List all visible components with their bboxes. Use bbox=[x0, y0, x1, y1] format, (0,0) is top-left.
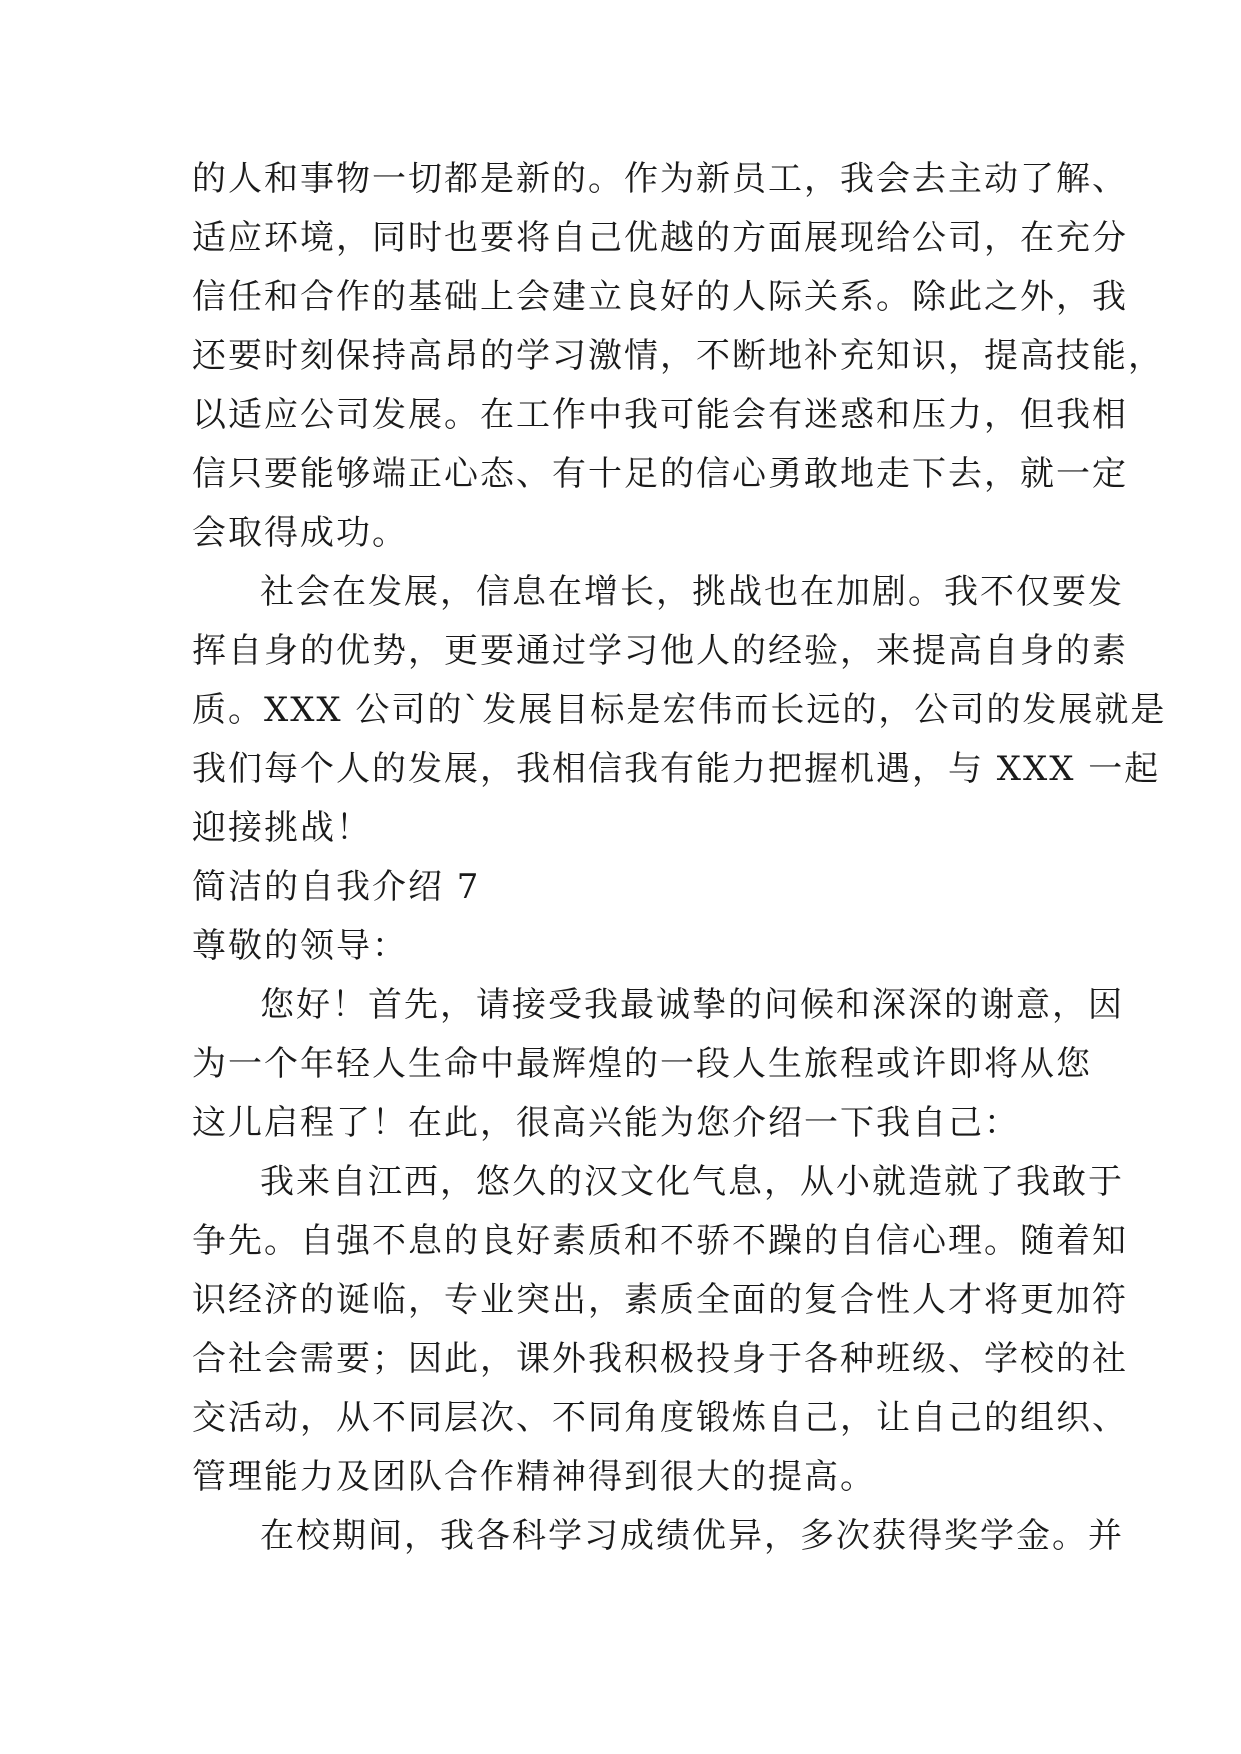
text-line: 我来自江西，悠久的汉文化气息，从小就造就了我敢于 bbox=[260, 1162, 1124, 1202]
text-line: 社会在发展，信息在增长，挑战也在加剧。我不仅要发 bbox=[260, 572, 1124, 612]
text-line: 以适应公司发展。在工作中我可能会有迷惑和压力，但我相 bbox=[192, 395, 1128, 435]
text-line: 迎接挑战！ bbox=[192, 808, 372, 848]
text-line: 合社会需要；因此，课外我积极投身于各种班级、学校的社 bbox=[192, 1339, 1128, 1379]
text-line: 争先。自强不息的良好素质和不骄不躁的自信心理。随着知 bbox=[192, 1221, 1128, 1261]
text-line: 我们每个人的发展，我相信我有能力把握机遇，与 XXX 一起 bbox=[192, 749, 1161, 789]
text-line: 信任和合作的基础上会建立良好的人际关系。除此之外，我 bbox=[192, 277, 1128, 317]
text-line: 会取得成功。 bbox=[192, 513, 408, 553]
text-line: 识经济的诞临，专业突出，素质全面的复合性人才将更加符 bbox=[192, 1280, 1128, 1320]
section-heading: 简洁的自我介绍 7 bbox=[192, 867, 481, 907]
text-line: 在校期间，我各科学习成绩优异，多次获得奖学金。并 bbox=[260, 1516, 1124, 1556]
text-line: 的人和事物一切都是新的。作为新员工，我会去主动了解、 bbox=[192, 159, 1128, 199]
text-line: 适应环境，同时也要将自己优越的方面展现给公司，在充分 bbox=[192, 218, 1128, 258]
text-line: 还要时刻保持高昂的学习激情，不断地补充知识，提高技能， bbox=[192, 336, 1164, 376]
text-line: 管理能力及团队合作精神得到很大的提高。 bbox=[192, 1457, 876, 1497]
text-line: 交活动，从不同层次、不同角度锻炼自己，让自己的组织、 bbox=[192, 1398, 1128, 1438]
text-line: 挥自身的优势，更要通过学习他人的经验，来提高自身的素 bbox=[192, 631, 1128, 671]
document-body bbox=[192, 150, 1167, 1566]
salutation: 尊敬的领导： bbox=[192, 926, 408, 966]
text-line: 您好！首先，请接受我最诚挚的问候和深深的谢意，因 bbox=[260, 985, 1124, 1025]
text-line: 这儿启程了！在此，很高兴能为您介绍一下我自己： bbox=[192, 1103, 1020, 1143]
text-line: 为一个年轻人生命中最辉煌的一段人生旅程或许即将从您 bbox=[192, 1044, 1092, 1084]
text-line: 信只要能够端正心态、有十足的信心勇敢地走下去，就一定 bbox=[192, 454, 1128, 494]
text-line: 质。XXX 公司的`发展目标是宏伟而长远的，公司的发展就是 bbox=[192, 690, 1167, 730]
